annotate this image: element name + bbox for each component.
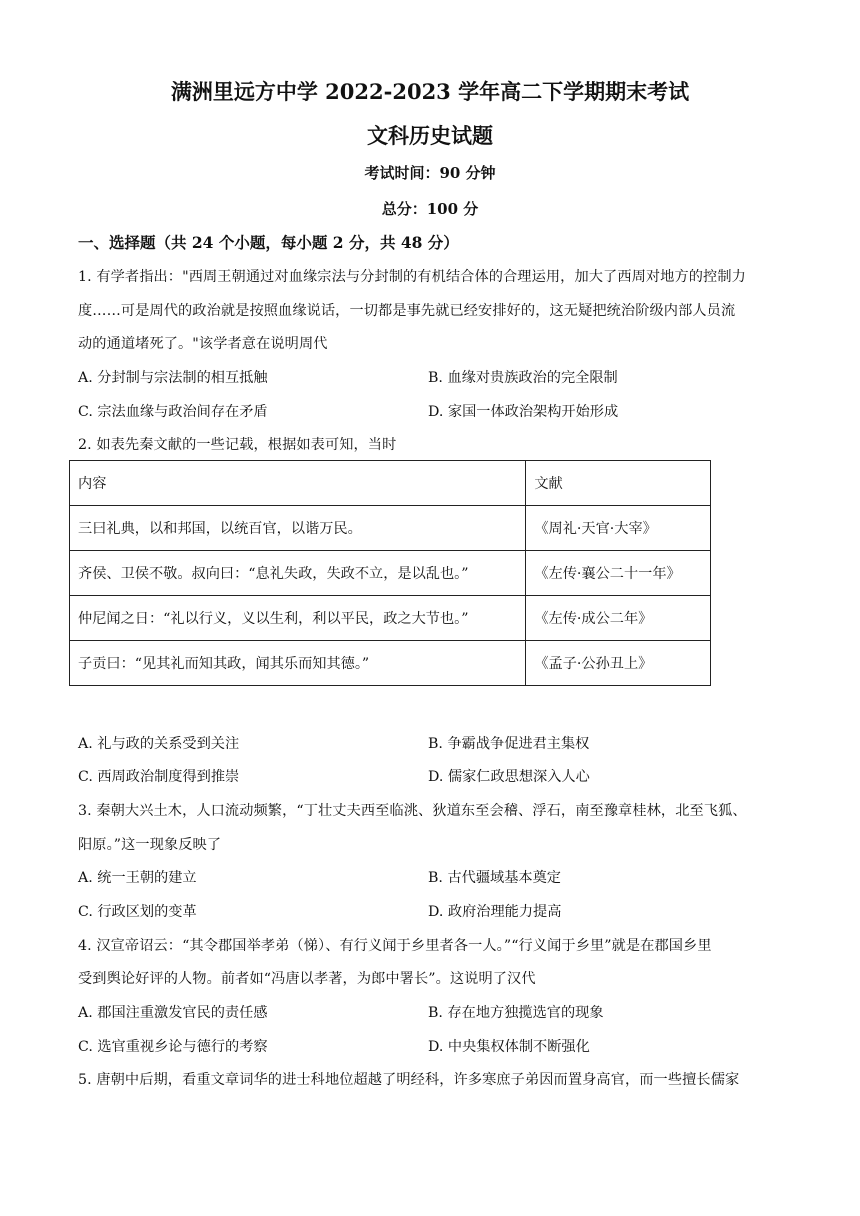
table-row <box>70 506 711 551</box>
q1-option-c: C. 宗法血缘与政治间存在矛盾 <box>78 404 268 420</box>
table-cell-source: 《左传·襄公二十一年》 <box>526 551 711 596</box>
table-cell-content: 子贡曰：“见其礼而知其政，闻其乐而知其德。” <box>70 641 526 686</box>
q1-option-d: D. 家国一体政治架构开始形成 <box>428 404 619 420</box>
q1-option-b: B. 血缘对贵族政治的完全限制 <box>428 370 618 386</box>
q3-stem-line-2: 阳原。”这一现象反映了 <box>78 837 222 853</box>
table-cell-source: 《孟子·公孙丑上》 <box>526 641 711 686</box>
table-cell-source: 《左传·成公二年》 <box>526 596 711 641</box>
q1-stem-line-2: 度……可是周代的政治就是按照血缘说话，一切都是事先就已经安排好的，这无疑把统治阶级内部人员流 <box>78 303 736 319</box>
q4-option-b: B. 存在地方独揽选官的现象 <box>428 1005 604 1021</box>
table-header-source: 文献 <box>526 461 711 506</box>
table-cell-source: 《周礼·天官·大宰》 <box>526 506 711 551</box>
q2-option-d: D. 儒家仁政思想深入人心 <box>428 769 590 785</box>
q1-stem-line-1: 1. 有学者指出："西周王朝通过对血缘宗法与分封制的有机结合体的合理运用，加大了西周对地方的控制力 <box>78 269 746 285</box>
section-heading: 一、选择题（共 24 个小题，每小题 2 分，共 48 分） <box>78 233 459 252</box>
table-cell-content: 三曰礼典，以和邦国，以统百官，以谐万民。 <box>70 506 526 551</box>
q3-option-c: C. 行政区划的变革 <box>78 904 197 920</box>
q2-source-table <box>69 460 711 686</box>
q1-stem-line-3: 动的通道堵死了。"该学者意在说明周代 <box>78 336 328 352</box>
exam-time: 考试时间：90 分钟 <box>364 164 496 182</box>
table-cell-content: 齐侯、卫侯不敬。叔向曰：“息礼失政，失政不立，是以乱也。” <box>70 551 526 596</box>
exam-title: 满洲里远方中学 2022-2023 学年高二下学期期末考试 <box>170 79 690 104</box>
q2-option-a: A. 礼与政的关系受到关注 <box>78 736 240 752</box>
q1-option-a: A. 分封制与宗法制的相互抵触 <box>78 370 268 386</box>
total-score: 总分：100 分 <box>381 200 479 218</box>
table-row <box>70 596 711 641</box>
q2-option-c: C. 西周政治制度得到推崇 <box>78 769 240 785</box>
table-row <box>70 551 711 596</box>
q3-stem-line-1: 3. 秦朝大兴土木，人口流动频繁，“丁壮丈夫西至临洮、狄道东至会稽、浮石，南至豫章桂林，北至飞狐、 <box>78 803 747 819</box>
q4-stem-line-1: 4. 汉宣帝诏云：“其令郡国举孝弟（悌）、有行义闻于乡里者各一人。”“行义闻于乡里”就是在郡国乡里 <box>78 938 712 954</box>
table-header-row <box>70 461 711 506</box>
table-header-content: 内容 <box>70 461 526 506</box>
q4-option-d: D. 中央集权体制不断强化 <box>428 1039 590 1055</box>
q3-option-a: A. 统一王朝的建立 <box>78 870 197 886</box>
q3-option-d: D. 政府治理能力提高 <box>428 904 562 920</box>
exam-subject-title: 文科历史试题 <box>367 123 493 148</box>
q4-stem-line-2: 受到舆论好评的人物。前者如“冯唐以孝著，为郎中署长”。这说明了汉代 <box>78 971 536 987</box>
q2-stem: 2. 如表先秦文献的一些记载，根据如表可知，当时 <box>78 437 397 453</box>
q3-option-b: B. 古代疆域基本奠定 <box>428 870 561 886</box>
q5-stem-line-1: 5. 唐朝中后期，看重文章词华的进士科地位超越了明经科，许多寒庶子弟因而置身高官，而一些擅长儒家 <box>78 1072 740 1088</box>
table-cell-content: 仲尼闻之日：“礼以行义，义以生利，利以平民，政之大节也。” <box>70 596 526 641</box>
q4-option-a: A. 郡国注重激发官民的责任感 <box>78 1005 268 1021</box>
table-row <box>70 641 711 686</box>
q4-option-c: C. 选官重视乡论与德行的考察 <box>78 1039 268 1055</box>
q2-option-b: B. 争霸战争促进君主集权 <box>428 736 590 752</box>
